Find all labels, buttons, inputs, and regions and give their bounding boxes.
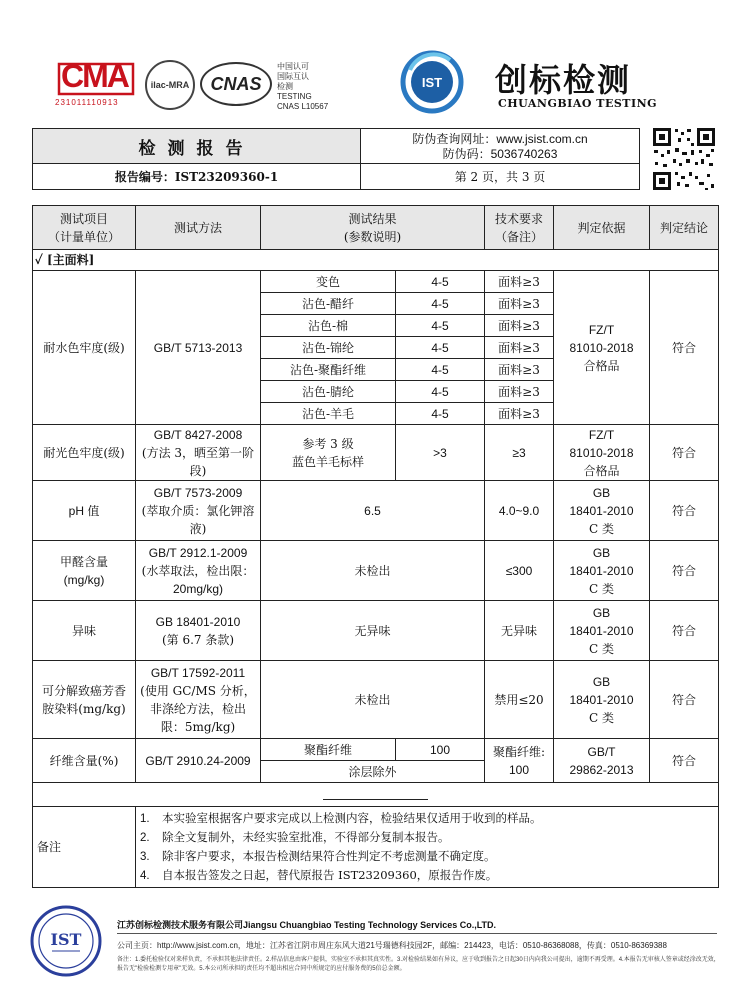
remark-item: 1. 本实验室根据客户要求完成以上检测内容，检验结果仅适用于收到的样品。 [140,811,542,825]
table-row [33,271,719,293]
cnas-line: 检测 [277,82,293,91]
azo-basis: GB 18401-2010 C 类 [554,661,650,739]
cell: 4-5 [396,271,485,293]
table-row [33,425,719,481]
header-basis: 判定依据 [554,206,650,250]
light-ref: 参考 3 级 蓝色羊毛标样 [261,425,396,481]
odor-item: 异味 [33,601,136,661]
cnas-text [277,62,328,112]
cell: 面料≥3 [485,271,554,293]
section-label [33,250,719,271]
cell: 沾色-醋纤 [261,293,396,315]
ist-logo-icon [400,50,464,114]
header-result: 测试结果 (参数说明) [261,206,485,250]
footer-divider [117,933,717,934]
cell: 面料≥3 [485,359,554,381]
formaldehyde-req: ≤300 [485,541,554,601]
fiber-conclusion: 符合 [650,739,719,783]
water-conclusion: 符合 [650,271,719,425]
cell: 面料≥3 [485,403,554,425]
azo-conclusion: 符合 [650,661,719,739]
light-value: >3 [396,425,485,481]
light-item: 耐光色牢度(级) [33,425,136,481]
remarks-row [33,807,719,888]
fiber-value: 100 [396,739,485,761]
verify-code: 防伪码：5036740263 [442,147,558,161]
cell: 沾色-腈纶 [261,381,396,403]
seal-text: IST [50,930,82,949]
divider-row [33,783,719,807]
cell: 面料≥3 [485,381,554,403]
report-title: 检测报告 [33,129,361,164]
odor-basis: GB 18401-2010 C 类 [554,601,650,661]
footer-contact: 公司主页：http://www.jsist.com.cn，地址：江苏省江阴市周庄东风大道21号瑞德科技园2F，邮编：214423，电话：0510-86368088，传真：0510-86369388 [117,941,667,950]
test-results-table [32,205,719,888]
footer-note: 备注：1.委托检验仅对来样负责，不承担其他法律责任。2.样品信息由客户提供，实验室不承担其真实性。3.对检验结果如有异议，应于收到报告之日起30日内向我公司提出，逾期不再受理。4.本报告无审核人签章或经涂改无效，报告无"检验检测专用章"无效。5.本公司所承担的责任均不超出相应合同中所规定的应付服务费的5倍总金额。 [117,957,720,972]
azo-req: 禁用≤20 [485,661,554,739]
cell: 面料≥3 [485,315,554,337]
section-row [33,250,719,271]
table-row [33,661,719,739]
cnas-line: 国际互认 [277,72,309,81]
ph-value: 6.5 [261,481,485,541]
light-req: ≥3 [485,425,554,481]
remark-item: 2. 除全文复制外，未经实验室批准，不得部分复制本报告。 [140,830,450,844]
cell: 面料≥3 [485,337,554,359]
light-conclusion: 符合 [650,425,719,481]
odor-conclusion: 符合 [650,601,719,661]
cell: 4-5 [396,359,485,381]
cnas-line: CNAS L10567 [277,102,329,111]
header-logos [55,50,715,120]
water-method: GB/T 5713-2013 [136,271,261,425]
divider-line [323,799,428,800]
cnas-logo [200,62,272,106]
qr-code-icon [651,126,717,192]
cma-logo [55,58,137,112]
company-seal-icon [30,905,102,977]
report-title-block [32,128,640,190]
cma-number: 231011110913 [55,98,119,107]
odor-method: GB 18401-2010 (第 6.7 条款) [136,601,261,661]
cnas-line: TESTING [277,92,312,101]
cell: 沾色-锦纶 [261,337,396,359]
fiber-note: 涂层除外 [261,761,485,783]
formaldehyde-value: 未检出 [261,541,485,601]
light-basis: FZ/T 81010-2018 合格品 [554,425,650,481]
table-header-row [33,206,719,250]
ph-conclusion: 符合 [650,481,719,541]
water-item: 耐水色牢度(级) [33,271,136,425]
formaldehyde-method: GB/T 2912.1-2009 (水萃取法，检出限： 20mg/kg) [136,541,261,601]
fiber-item: 纤维含量(%) [33,739,136,783]
brand-name-en: CHUANGBIAO TESTING [498,97,658,110]
page-indicator: 第 2 页，共 3 页 [454,170,546,184]
azo-value: 未检出 [261,661,485,739]
ph-basis: GB 18401-2010 C 类 [554,481,650,541]
ph-item: pH 值 [33,481,136,541]
water-basis: FZ/T 81010-2018 合格品 [554,271,650,425]
cell: 变色 [261,271,396,293]
cell: 4-5 [396,337,485,359]
header-conclusion: 判定结论 [650,206,719,250]
cnas-label: CNAS [210,73,262,94]
formaldehyde-conclusion: 符合 [650,541,719,601]
report-number: 报告编号：IST23209360-1 [33,164,361,189]
brand-name-cn: 创标检测 [495,61,632,99]
cell: 4-5 [396,403,485,425]
footer-company: 江苏创标检测技术服务有限公司Jiangsu Chuangbiao Testing Technology Services Co.,LTD. [117,920,497,930]
header-item: 测试项目 （计量单位） [33,206,136,250]
odor-value: 无异味 [261,601,485,661]
verify-url: 防伪查询网址：www.jsist.com.cn [412,132,588,146]
azo-method: GB/T 17592-2011 (使用 GC/MS 分析， 非涤纶方法，检出 限：5mg/kg) [136,661,261,739]
odor-req: 无异味 [485,601,554,661]
table-row [33,541,719,601]
azo-item: 可分解致癌芳香 胺染料(mg/kg) [33,661,136,739]
cell: 4-5 [396,293,485,315]
divider-cell [33,783,719,807]
formaldehyde-item: 甲醛含量 (mg/kg) [33,541,136,601]
cnas-line: 中国认可 [277,62,309,71]
cell: 面料≥3 [485,293,554,315]
section-title: [主面料] [46,253,95,267]
formaldehyde-basis: GB 18401-2010 C 类 [554,541,650,601]
table-row [33,481,719,541]
fiber-name: 聚酯纤维 [261,739,396,761]
ph-method: GB/T 7573-2009 (萃取介质：氯化钾溶 液) [136,481,261,541]
cell: 沾色-聚酯纤维 [261,359,396,381]
remarks-list [136,807,719,888]
header-method: 测试方法 [136,206,261,250]
ph-req: 4.0~9.0 [485,481,554,541]
ist-logo-text: IST [421,75,443,90]
ilac-label: ilac-MRA [150,80,190,90]
cell: 沾色-羊毛 [261,403,396,425]
check-icon: ✓ [35,253,43,267]
remark-item: 4. 自本报告签发之日起，替代原报告 IST23209360，原报告作废。 [140,868,498,882]
ilac-mra-logo [145,60,195,110]
remarks-label: 备注 [33,807,136,888]
header-requirement: 技术要求 （备注） [485,206,554,250]
table-row [33,739,719,761]
fiber-basis: GB/T 29862-2013 [554,739,650,783]
fiber-method: GB/T 2910.24-2009 [136,739,261,783]
cell: 4-5 [396,315,485,337]
cma-letters: CMA [61,58,128,94]
light-method: GB/T 8427-2008 (方法 3，晒至第一阶 段) [136,425,261,481]
table-row [33,601,719,661]
fiber-req: 聚酯纤维: 100 [485,739,554,783]
remark-item: 3. 除非客户要求，本报告检测结果符合性判定不考虑测量不确定度。 [140,849,496,863]
verify-info [361,129,639,164]
cell: 4-5 [396,381,485,403]
cell: 沾色-棉 [261,315,396,337]
